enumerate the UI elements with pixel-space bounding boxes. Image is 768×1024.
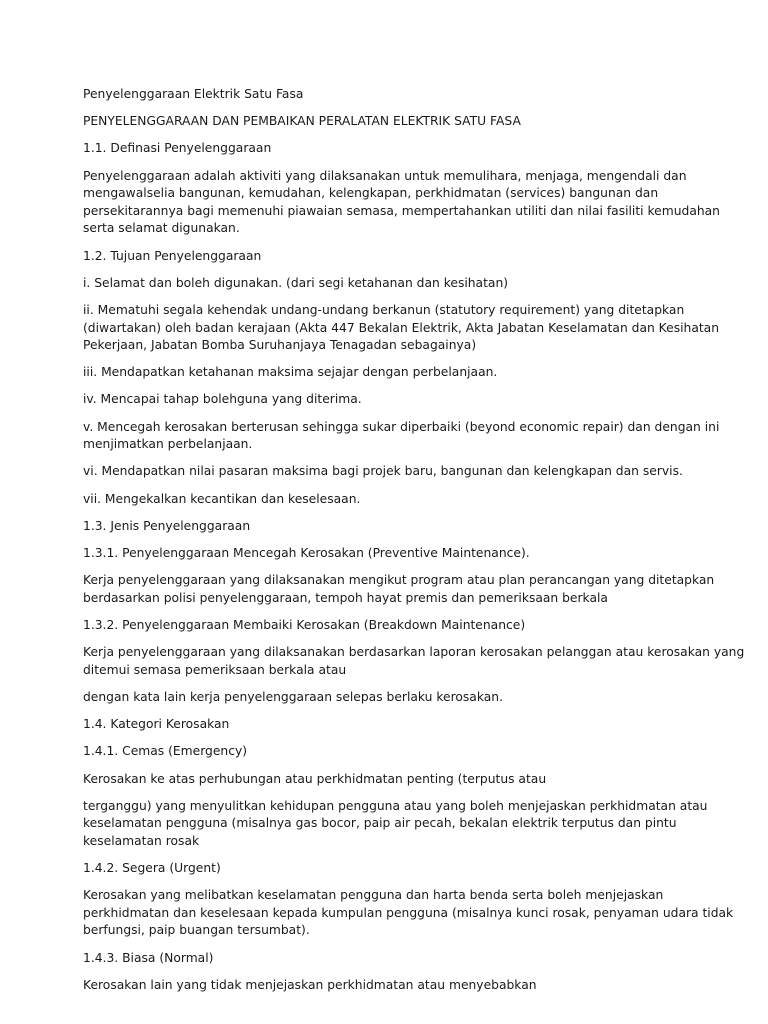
body-paragraph: dengan kata lain kerja penyelenggaraan selepas berlaku kerosakan.	[83, 689, 503, 704]
list-item: vii. Mengekalkan kecantikan dan keselesaan.	[83, 491, 361, 506]
document-title: Penyelenggaraan Elektrik Satu Fasa	[83, 87, 304, 101]
section-heading-kategori: 1.4. Kategori Kerosakan	[83, 717, 230, 732]
list-item: i. Selamat dan boleh digunakan. (dari segi ketahanan dan kesihatan)	[83, 275, 509, 290]
list-item: v. Mencegah kerosakan berterusan sehingga sukar diperbaiki (beyond economic repair) dan dengan ini menjimatkan perbelanjaan.	[83, 419, 720, 452]
section-heading-tujuan: 1.2. Tujuan Penyelenggaraan	[83, 248, 262, 263]
document-page	[83, 86, 747, 1004]
body-paragraph: Penyelenggaraan adalah aktiviti yang dilaksanakan untuk memulihara, menjaga, mengendali dan mengawalselia bangunan, kemudahan, kelengkapan, perkhidmatan (services) bangunan dan persekitarannya bagi memenuhi piawaian semasa, mempertahankan utiliti dan nilai fasiliti kemudahan serta selamat digunakan.	[83, 168, 720, 236]
list-item: vi. Mendapatkan nilai pasaran maksima bagi projek baru, bangunan dan kelengkapan dan servis.	[83, 464, 683, 479]
subsection-heading-cemas: 1.4.1. Cemas (Emergency)	[83, 744, 248, 759]
subsection-heading-biasa: 1.4.3. Biasa (Normal)	[83, 950, 214, 965]
section-heading-definasi: 1.1. Definasi Penyelenggaraan	[83, 141, 272, 156]
body-paragraph: Kerosakan ke atas perhubungan atau perkhidmatan penting (terputus atau	[83, 771, 547, 786]
body-paragraph: Kerja penyelenggaraan yang dilaksanakan berdasarkan laporan kerosakan pelanggan atau kerosakan yang ditemui semasa pemeriksaan berkala atau	[83, 645, 745, 677]
list-item: iii. Mendapatkan ketahanan maksima sejajar dengan perbelanjaan.	[83, 365, 498, 380]
subsection-heading-breakdown: 1.3.2. Penyelenggaraan Membaiki Kerosakan (Breakdown Maintenance)	[83, 617, 526, 632]
body-paragraph: Kerosakan lain yang tidak menjejaskan perkhidmatan atau menyebabkan	[83, 977, 537, 992]
subsection-heading-segera: 1.4.2. Segera (Urgent)	[83, 861, 221, 876]
body-paragraph: Kerosakan yang melibatkan keselamatan pengguna dan harta benda serta boleh menjejaskan perkhidmatan dan keselesaan kepada kumpulan pengguna (misalnya kunci rosak, penyaman udara tidak berfungsi, paip buangan tersumbat).	[83, 888, 734, 938]
document-heading: PENYELENGGARAAN DAN PEMBAIKAN PERALATAN ELEKTRIK SATU FASA	[83, 114, 521, 129]
list-item: iv. Mencapai tahap bolehguna yang diterima.	[83, 392, 362, 407]
body-paragraph: terganggu) yang menyulitkan kehidupan pengguna atau yang boleh menjejaskan perkhidmatan atau keselamatan pengguna (misalnya gas bocor, paip air pecah, bekalan elektrik terputus dan pintu keselamatan rosak	[83, 798, 708, 848]
list-item: ii. Mematuhi segala kehendak undang-undang berkanun (statutory requirement) yang ditetapkan (diwartakan) oleh badan kerajaan (Akta 447 Bekalan Elektrik, Akta Jabatan Keselamatan dan Kesihatan Pekerjaan, Jabatan Bomba Suruhanjaya Tenagadan sebagainya)	[83, 302, 720, 353]
subsection-heading-preventive: 1.3.1. Penyelenggaraan Mencegah Kerosakan (Preventive Maintenance).	[83, 546, 530, 560]
body-paragraph: Kerja penyelenggaraan yang dilaksanakan mengikut program atau plan perancangan yang ditetapkan berdasarkan polisi penyelenggaraan, tempoh hayat premis dan pemeriksaan berkala	[83, 573, 715, 605]
section-heading-jenis: 1.3. Jenis Penyelenggaraan	[83, 518, 251, 533]
